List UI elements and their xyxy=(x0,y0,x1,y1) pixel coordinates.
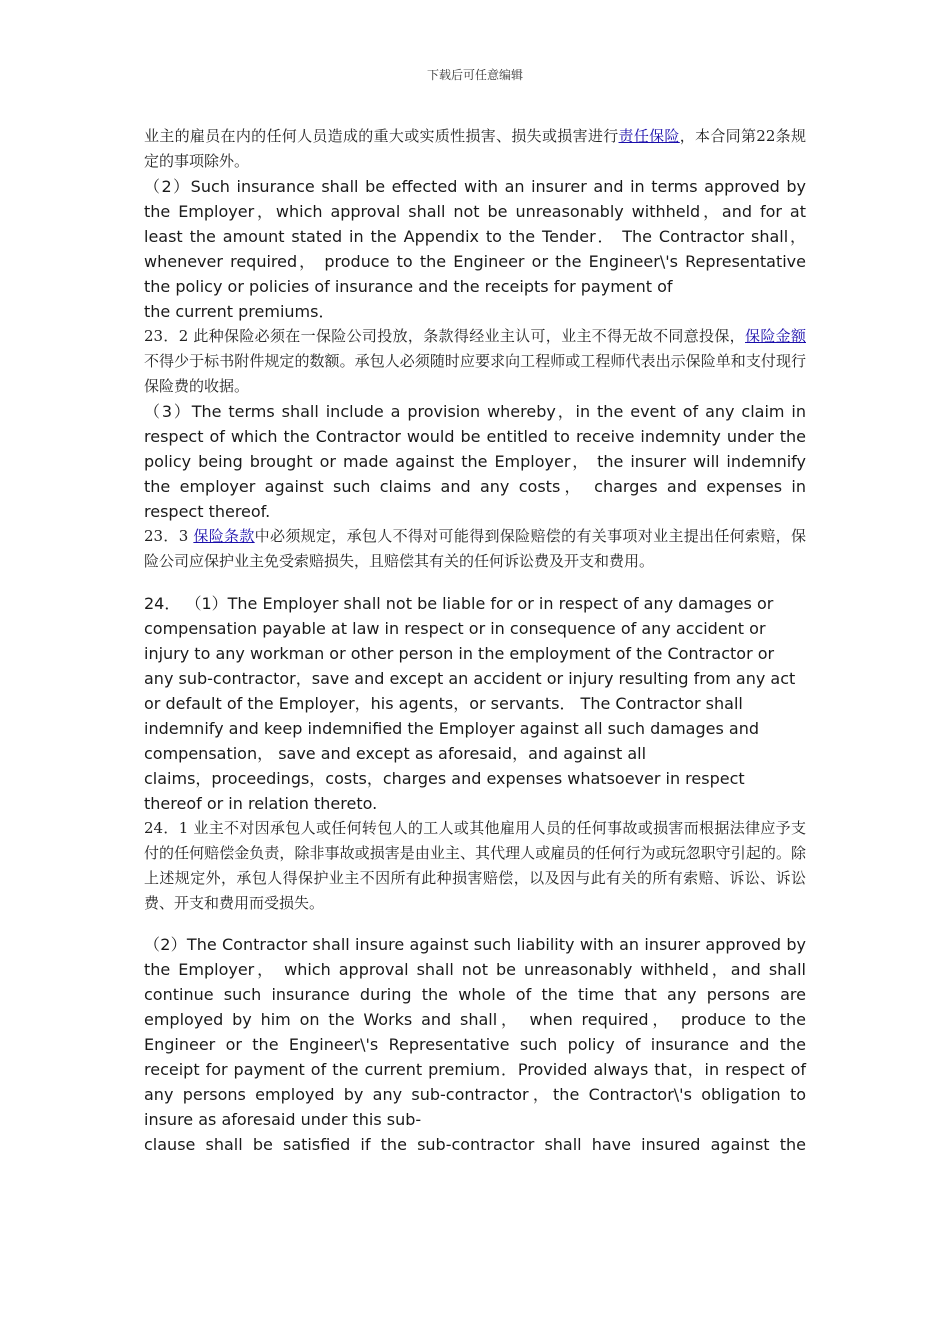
paragraph-24-2-english: （2）The Contractor shall insure against such liability with an insurer approved by the Employer， which approval shall not be unreasonably withheld，and shall continue such insurance during the whole of the time that any persons are employed by him on the Works and shall， when required， produce to the Engineer or the Engineer\'s Representative such policy of insurance and the receipt for payment of the current premium．Provided always that，in respect of any persons employed by any sub-contractor，the Contractor\'s obligation to insure as aforesaid under this sub- xyxy=(144,935,807,1129)
paragraph-23-2-chinese xyxy=(144,324,806,399)
link-insured-amount[interactable]: 保险金额 xyxy=(745,327,806,345)
paragraph-22-2-english: （2）Such insurance shall be effected with an insurer and in terms approved by the Employer，which approval shall not be unreasonably withheld，and for at least the amount stated in the Appendix to the Tender． The Contractor shall， whenever required， produce to the Engineer or the Engineer\'s Representative the policy or policies of insurance and the receipts for payment of xyxy=(144,177,806,296)
document-body xyxy=(144,124,806,1157)
page-header: 下载后可任意编辑 xyxy=(426,68,523,82)
paragraph-22-1-chinese-tail xyxy=(144,124,806,174)
link-liability-insurance[interactable]: 责任保险 xyxy=(618,127,680,145)
paragraph-23-3-chinese xyxy=(144,524,806,574)
text-segment: 中必须规定，承包人不得对可能得到保险赔偿的有关事项对业主提出任何索赔，保险公司应保护业主免受索赔损失，且赔偿其有关的任何诉讼费及开支和费用。 xyxy=(144,527,806,570)
paragraph-24-1-english: 24． （1）The Employer shall not be liable for or in respect of any damages or compensation payable at law in respect or in consequence of any accident or injury to any workman or other person in the employment of the Contractor or any sub-contractor，save and except an accident or injury resulting from any act or default of the Employer，his agents，or servants． The Contractor shall indemnify and keep indemnified the Employer against all such damages and compensation， save and except as aforesaid，and against all xyxy=(144,594,796,763)
text-segment: 业主的雇员在内的任何人员造成的重大或实质性损害、损失或损害进行 xyxy=(144,127,619,145)
paragraph-24-1-english-tail: claims，proceedings，costs，charges and expenses whatsoever in respect thereof or in relation thereto. xyxy=(144,769,745,813)
text-segment: ，本合同第22条规定的事项除外。 xyxy=(144,127,806,170)
text-segment: 23．3 xyxy=(144,527,194,545)
text-segment: 不得少于标书附件规定的数额。承包人必须随时应要求向工程师或工程师代表出示保险单和支付现行保险费的收据。 xyxy=(144,352,806,395)
text-segment: 23．2 此种保险必须在一保险公司投放，条款得经业主认可，业主不得无故不同意投保， xyxy=(144,327,746,345)
paragraph-22-3-english: （3）The terms shall include a provision whereby，in the event of any claim in respect of which the Contractor would be entitled to receive indemnity under the policy being brought or made against the Employer， the insurer will indemnify the employer against such claims and any costs， charges and expenses in respect thereof. xyxy=(144,402,807,521)
paragraph-24-1-chinese: 24．1 业主不对因承包人或任何转包人的工人或其他雇用人员的任何事故或损害而根据法律应予支付的任何赔偿金负责，除非事故或损害是由业主、其代理人或雇员的任何行为或玩忽职守引起的。除上述规定外，承包人得保护业主不因所有此种损害赔偿，以及因与此有关的所有索赔、诉讼、诉讼费、开支和费用而受损失。 xyxy=(144,819,806,912)
link-insurance-terms[interactable]: 保险条款 xyxy=(193,527,255,545)
paragraph-24-2-english-tail: clause shall be satisfied if the sub-contractor shall have insured against the xyxy=(144,1135,806,1154)
paragraph-22-2-english-tail: the current premiums． xyxy=(144,302,335,321)
